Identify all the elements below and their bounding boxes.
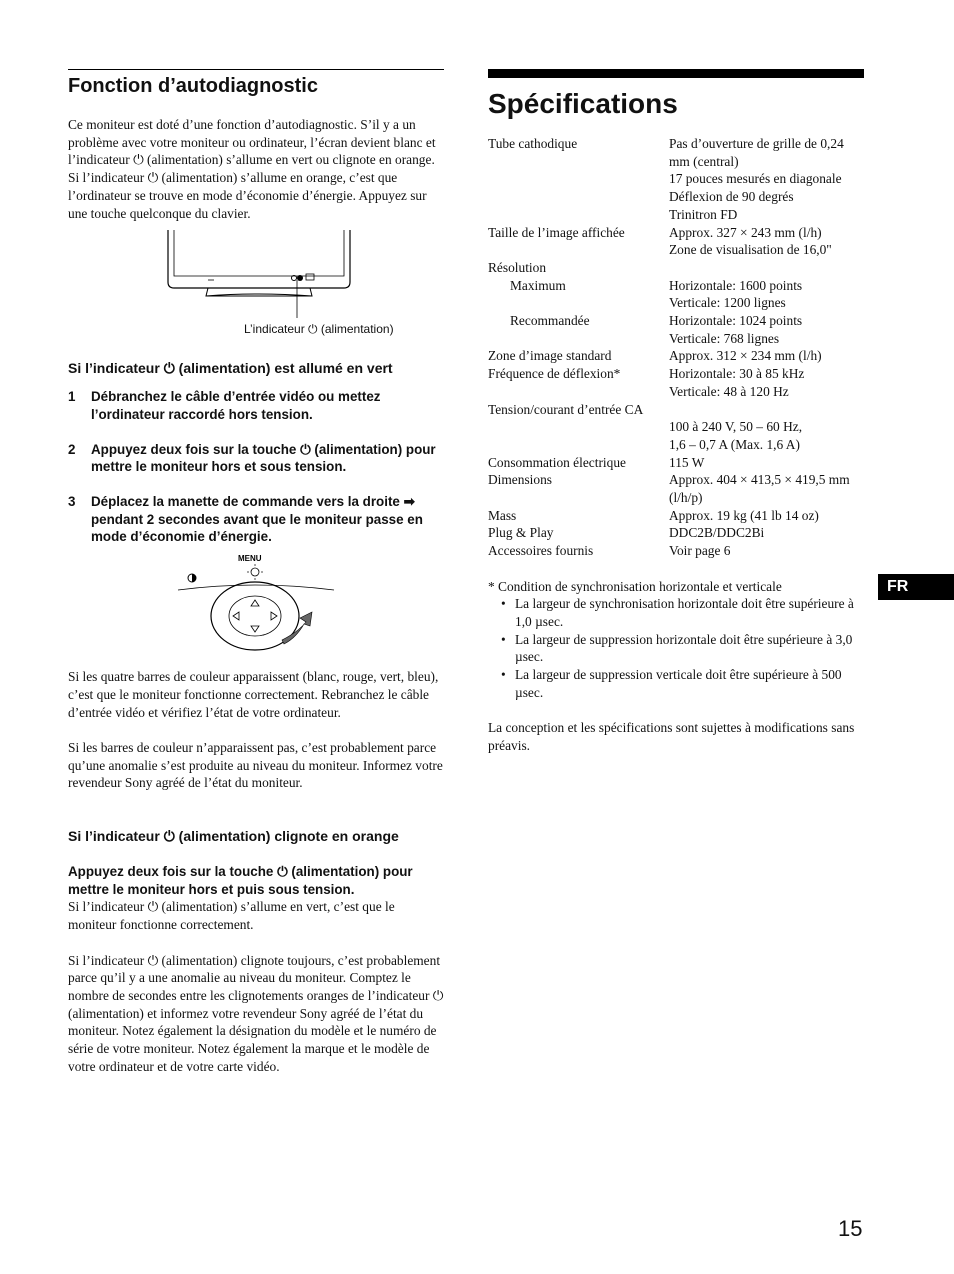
step-item [68,388,444,423]
paragraph-bars-missing: Si les barres de couleur n’apparaissent pas, c’est probablement parce qu’une anomalie s’est produite au niveau du moniteur. Informez votre revendeur Sony agréé de l’état du moniteur. [68,739,443,791]
table-row [488,170,864,188]
step-item [68,493,444,546]
spec-value: 17 pouces mesurés en diagonale [669,171,842,187]
table-row [488,383,864,401]
step-text: Déplacez la manette de commande vers la droite ➡ pendant 2 secondes avant que le moniteur passe en mode d’économie d’énergie. [91,494,423,545]
table-row [488,188,864,206]
spec-value: Approx. 19 kg (41 lb 14 oz) [669,507,819,523]
spec-value: Verticale: 768 lignes [669,330,780,346]
list-item: • La largeur de suppression verticale doit être supérieure à 500 µsec. [488,666,864,701]
paragraph-bars-ok: Si les quatre barres de couleur apparaissent (blanc, rouge, vert, bleu), c’est que le moniteur fonctionne correctement. Rebranchez le câble d’entrée vidéo et vérifiez l’état de votre ordinateur. [68,669,439,720]
table-row [488,330,864,348]
spec-label: Fréquence de déflexion* [488,366,621,382]
step-text: Débranchez le câble d’entrée vidéo ou mettez l’ordinateur raccordé hors tension. [91,389,381,422]
table-row [488,277,864,295]
spec-value [669,401,864,419]
bullet-text: La largeur de suppression verticale doit être supérieure à 500 µsec. [515,667,842,700]
spec-value: Approx. 312 × 234 mm (l/h) [669,348,822,364]
spec-value: DDC2B/DDC2Bi [669,525,765,541]
table-row [488,294,864,312]
spec-label [488,170,669,188]
table-row [488,471,864,489]
language-tab: FR [878,574,954,600]
paragraph-blinking: Si l’indicateur ⏻ (alimentation) clignote toujours, c’est probablement parce qu’il y a une anomalie au niveau du moniteur. Comptez le nombre de secondes entre les clignotements oranges de l’indicateur ⏻ (alimentation) et informez votre revendeur Sony agréé de l’état du moniteur. Notez également la désignation du modèle et le numéro de série de votre moniteur. Notez également la marque et le modèle de votre ordinateur et de votre carte vidéo. [68,952,444,1074]
table-row [488,542,864,560]
table-row [488,454,864,472]
spec-label: Résolution [488,259,547,275]
step-item [68,441,444,476]
bullet-text: La largeur de synchronisation horizontale doit être supérieure à 1,0 µsec. [515,596,854,629]
list-item: • La largeur de synchronisation horizontale doit être supérieure à 1,0 µsec. [488,595,864,630]
section-rule [68,69,444,70]
table-row [488,489,864,507]
left-column [68,69,444,1075]
spec-value: Zone de visualisation de 16,0" [669,242,832,258]
spec-label [488,294,669,312]
arrow-right-icon [282,612,312,644]
spec-label [488,418,669,436]
table-row [488,259,864,277]
spec-label [488,188,669,206]
spec-label [488,383,669,401]
right-column [488,69,864,755]
list-item: • La largeur de suppression horizontale doit être supérieure à 3,0 µsec. [488,631,864,666]
spec-value: Verticale: 48 à 120 Hz [669,383,789,399]
spec-label [488,241,669,259]
spec-value: Pas d’ouverture de grille de 0,24 mm (central) [669,136,844,169]
title-rule [488,69,864,78]
spec-value: (l/h/p) [669,490,703,506]
table-row [488,365,864,383]
steps-list [68,388,444,546]
spec-label: Recommandée [510,313,590,329]
spec-label: Tension/courant d’entrée CA [488,401,644,417]
spec-value: 100 à 240 V, 50 – 60 Hz, [669,419,803,435]
spec-label [488,436,669,454]
section-title-autodiagnostic: Fonction d’autodiagnostic [68,75,318,97]
spec-label [488,330,669,348]
spec-value: Horizontale: 30 à 85 kHz [669,366,805,382]
spec-value: Voir page 6 [669,543,731,559]
spec-value: 115 W [669,454,705,470]
table-row [488,347,864,365]
table-row [488,206,864,224]
menu-label: MENU [238,554,262,564]
table-row [488,436,864,454]
spec-value: Verticale: 1200 lignes [669,295,786,311]
footnote: * Condition de synchronisation horizontale et verticale [488,578,782,594]
bullet-text: La largeur de suppression horizontale doit être supérieure à 3,0 µsec. [515,631,853,665]
disclaimer: La conception et les spécifications sont sujettes à modifications sans préavis. [488,720,855,753]
spec-label: Maximum [510,277,566,293]
control-button-illustration [68,552,444,652]
spec-value [669,259,864,277]
spec-label: Taille de l’image affichée [488,224,625,240]
spec-label: Plug & Play [488,525,554,541]
table-row [488,507,864,525]
spec-label: Dimensions [488,472,552,488]
table-row [488,224,864,242]
spec-value: Déflexion de 90 degrés [669,189,794,205]
spec-label: Accessoires fournis [488,543,594,559]
specifications-table [488,135,864,560]
spec-value: Horizontale: 1024 points [669,313,803,329]
spec-value: Approx. 327 × 243 mm (l/h) [669,224,822,240]
table-row [488,401,864,419]
page-number: 15 [838,1216,863,1241]
step-number: 3 [68,494,76,510]
monitor-figure [68,230,444,340]
table-row [488,524,864,542]
subheading-orange: Si l’indicateur ⏻ (alimentation) clignote en orange [68,828,399,845]
table-row [488,418,864,436]
intro-paragraph: Ce moniteur est doté d’une fonction d’autodiagnostic. S’il y a un problème avec votre moniteur ou ordinateur, l’écran devient blanc et l’indicateur ⏻ (alimentation) s’allume en vert ou clignote en orange. Si l’indicateur ⏻ (alimentation) s’allume en orange, c’est que l’ordinateur se trouve en mode d’économie d’énergie. Appuyez sur une touche quelconque du clavier. [68,117,436,221]
instruction-bold: Appuyez deux fois sur la touche ⏻ (alimentation) pour mettre le moniteur hors et puis sous tension. [68,864,413,897]
footnote-bullets [488,595,864,701]
step-number: 1 [68,389,76,405]
figure-caption-power-indicator: L’indicateur ⏻ (alimentation) [244,322,394,337]
spec-label: Zone d’image standard [488,348,612,364]
spec-value: Horizontale: 1600 points [669,277,803,293]
paragraph-green: Si l’indicateur ⏻ (alimentation) s’allume en vert, c’est que le moniteur fonctionne correctement. [68,899,395,933]
spec-value: Approx. 404 × 413,5 × 419,5 mm [669,472,850,488]
spec-label: Tube cathodique [488,136,578,151]
table-row [488,241,864,259]
spec-label [488,206,669,224]
step-text: Appuyez deux fois sur la touche ⏻ (alimentation) pour mettre le moniteur hors et sous tension. [91,441,436,475]
spec-label: Consommation électrique [488,454,626,470]
specifications-title: Spécifications [488,88,678,119]
step-number: 2 [68,441,76,457]
spec-label: Mass [488,507,517,523]
table-row [488,135,864,170]
brightness-icon [251,568,259,576]
control-button-figure [68,552,444,652]
spec-label [488,489,669,507]
table-row [488,312,864,330]
spec-value: 1,6 – 0,7 A (Max. 1,6 A) [669,436,800,452]
spec-value: Trinitron FD [669,206,738,222]
subheading-green: Si l’indicateur ⏻ (alimentation) est allumé en vert [68,360,393,377]
